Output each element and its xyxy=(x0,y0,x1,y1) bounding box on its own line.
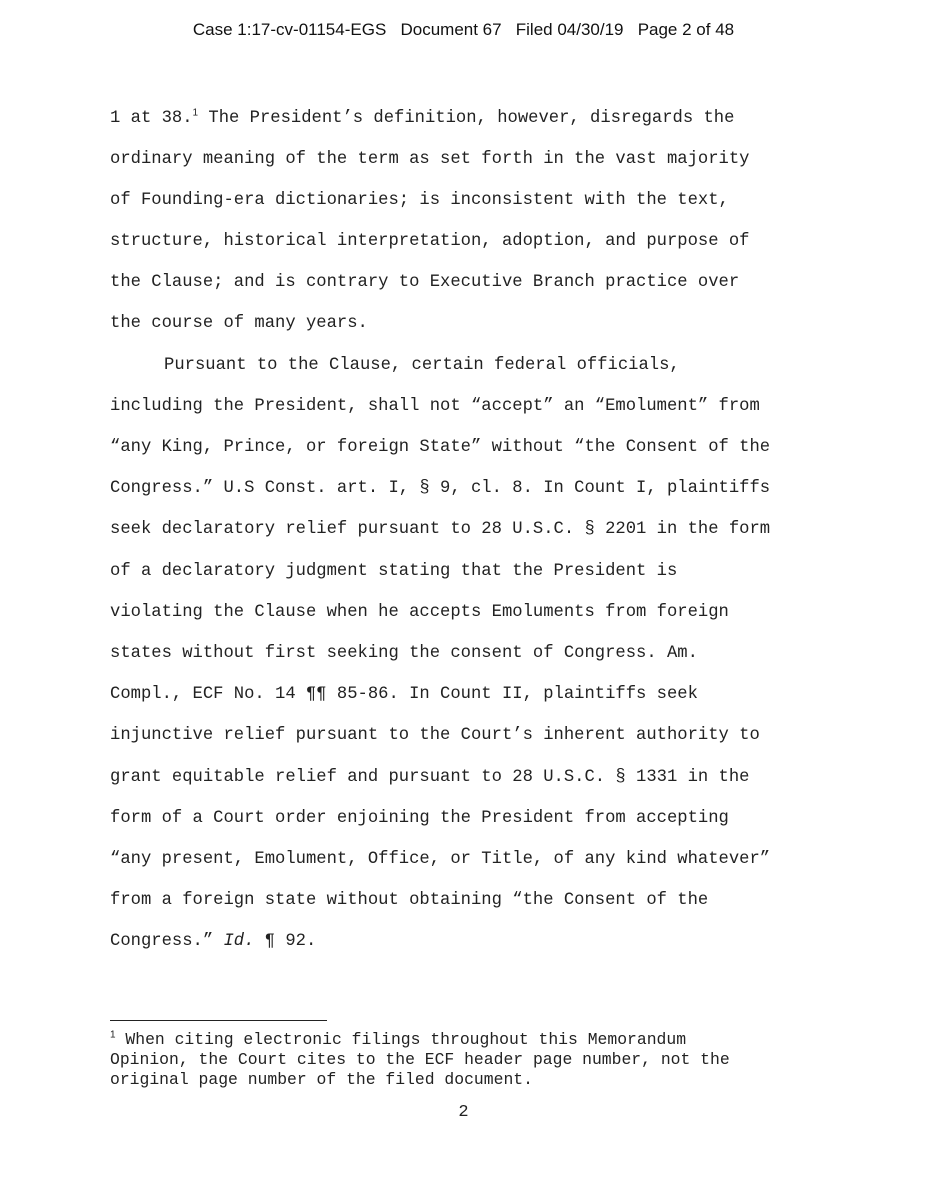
body-line-4: structure, historical interpretation, adoption, and purpose of xyxy=(110,232,750,251)
page-number: 2 xyxy=(458,1103,469,1122)
footnote-number: 1 xyxy=(110,1029,116,1041)
body-line-11: seek declaratory relief pursuant to 28 U.S.C. § 2201 in the form xyxy=(110,520,771,539)
body-line-9: “any King, Prince, or foreign State” without “the Consent of the xyxy=(110,438,771,457)
body-line-19: “any present, Emolument, Office, or Title, of any kind whatever” xyxy=(110,850,771,869)
body-line-14: states without first seeking the consent of Congress. Am. xyxy=(110,644,698,663)
body-line-6: the course of many years. xyxy=(110,314,368,333)
body-line-1: 1 at 38.$^1$ The President’s definition, however, disregards the xyxy=(110,107,735,128)
footnote-line-1: $^1$ When citing electronic filings throughout this Memorandum xyxy=(110,1029,687,1049)
body-line-16: injunctive relief pursuant to the Court’s inherent authority to xyxy=(110,726,760,745)
body-line-3: of Founding-era dictionaries; is inconsistent with the text, xyxy=(110,191,729,210)
case-number: Case 1:17-cv-01154-EGS xyxy=(192,20,387,39)
id-citation: Id. xyxy=(223,932,255,951)
body-line-5: the Clause; and is contrary to Executive Branch practice over xyxy=(110,273,740,292)
body-line-13: violating the Clause when he accepts Emoluments from foreign xyxy=(110,603,729,622)
ecf-header xyxy=(0,20,927,40)
body-line-7: Pursuant to the Clause, certain federal officials, xyxy=(164,356,680,375)
body-line-17: grant equitable relief and pursuant to 28 U.S.C. § 1331 in the xyxy=(110,768,750,787)
body-line-21: Congress.” Id. ¶ 92. xyxy=(110,932,317,951)
document-number: Document 67 xyxy=(400,20,502,39)
body-line-18: form of a Court order enjoining the President from accepting xyxy=(110,809,729,828)
filed-date: Filed 04/30/19 xyxy=(515,20,624,39)
footnote-line-2: Opinion, the Court cites to the ECF header page number, not the xyxy=(110,1050,730,1069)
footnote-reference: 1 xyxy=(192,107,199,119)
page-count: Page 2 of 48 xyxy=(637,20,735,39)
body-line-2: ordinary meaning of the term as set forth in the vast majority xyxy=(110,150,750,169)
footnote-line-3: original page number of the filed document. xyxy=(110,1070,533,1089)
body-line-8: including the President, shall not “accept” an “Emolument” from xyxy=(110,397,760,416)
body-line-12: of a declaratory judgment stating that the President is xyxy=(110,562,678,581)
body-line-20: from a foreign state without obtaining “the Consent of the xyxy=(110,891,709,910)
body-line-10: Congress.” U.S Const. art. I, § 9, cl. 8. In Count I, plaintiffs xyxy=(110,479,771,498)
body-line-15: Compl., ECF No. 14 ¶¶ 85-86. In Count II, plaintiffs seek xyxy=(110,685,698,704)
footnote-separator xyxy=(110,1020,327,1021)
